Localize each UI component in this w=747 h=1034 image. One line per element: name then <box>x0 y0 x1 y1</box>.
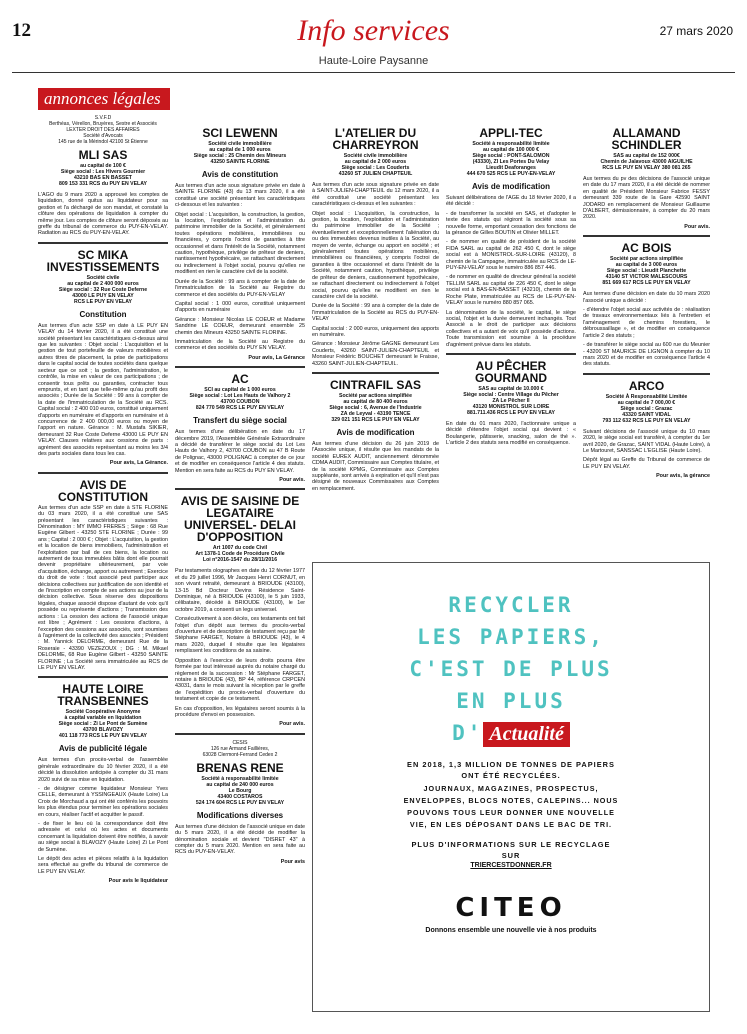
notice-company-details: Société À Responsabilité Limitée au capital de 7 000,00 € Siège social : Grazac 43320 SAINT VIDAL 793 112 632 RCS LE PUY EN VELAY <box>602 393 691 424</box>
notice-divider <box>175 488 305 490</box>
legal-notice <box>175 127 305 368</box>
notice-paragraph: Objet social : L'acquisition, la construction, la gestion, la location, l'exploitation et l'administration du patrimoine immobilier de la Société, et généralement toutes opérations mobilières, immobilières ou financières, y compris l'octroi de garanties à titre occasionnel et dans l'intérêt de la Société, notamment caution, hypothèque, privilège de prêteur de deniers, nantissement hypothécaire, se rattachant directement ou indirectement à l'objet social, pourvu qu'elles ne modifient en rien le caractère civil de la société. <box>175 211 305 276</box>
notice-title: AVIS DE SAISINE DE LEGATAIRE UNIVERSEL- DELAI D'OPPOSITION <box>180 494 300 545</box>
notice-paragraph: - d'étendre l'objet social aux activités de : réalisation de travaux environnementaux liés à l'entretien et l'aménagement de chemins forestiers, le débroussaillage », et de modifier en conséquence l'article 2 des statuts ; <box>583 307 710 339</box>
notice-paragraph: Gérance : Monsieur Nicolas LE COEUR et Madame Sandrine LE COEUR, demeurant ensemble 25 chemin des Mineurs 43250 SAINTE FLORINE. <box>175 316 305 336</box>
notice-company-details: au capital de 100 € Siège social : Les Hivers Gournier 43210 BAS EN BASSET 809 153 331 RCS du PUY EN VELAY <box>59 163 147 187</box>
notice-title: SC MIKA INVESTISSEMENTS <box>46 247 160 274</box>
notice-signature: Pour avis le liquidateur <box>108 878 168 885</box>
legal-notice <box>38 249 168 474</box>
notice-paragraph: Capital social : 2 000 euros, uniquement des apports en numéraire. <box>312 325 439 338</box>
column-1 <box>38 115 168 1030</box>
notice-paragraph: Aux termes d'une décision du 26 juin 2019 de l'Associée unique, il résulte que les mandats de la société EUREX AUDIT, anciennement dénommée CDMA AUDIT, Commissaire aux Comptes titulaire, et de la société KPMG, Commissaire aux Comptes suppléante, sont arrivés à expiration et qu'il n'est pas désigné de nouveaux Commissaires aux Comptes en remplacement. <box>312 440 439 492</box>
notice-paragraph: Aux termes d'une délibération en date du 17 décembre 2019, l'Assemblée Générale Extraordinaire a décidé de transférer le siège social du Lot Les Hauts de Valhory 2, 43700 COUBON au 47 B Route de Polignac, 43000 POLIGNAC à compter de ce jour et de modifier en conséquence l'article 4 des statuts. Mention en sera faite au RCS du PUY EN VELAY. <box>175 429 305 474</box>
legal-notice <box>446 360 576 447</box>
notice-divider <box>38 472 168 474</box>
notice-paragraph: Suivant délibérations de l'AGE du 18 février 2020, il a été décidé : <box>446 195 576 208</box>
notice-title: L'ATELIER DU CHARREYRON <box>332 126 419 152</box>
page-number: 12 <box>12 20 31 41</box>
notice-paragraph: Durée de la Société : 99 ans à compter de la date de l'immatriculation de la Société au Registre du commerce et des sociétés du PUY-EN-VELAY <box>175 278 305 298</box>
notice-title: MLI SAS <box>78 148 128 162</box>
header-rule <box>12 72 735 73</box>
notice-paragraph: Capital social : 1 000 euros, constitué uniquement d'apports en numéraire <box>175 300 305 314</box>
ad-tagline: Donnons ensemble une nouvelle vie à nos produits <box>425 927 597 934</box>
notice-paragraph: Dépôt légal au Greffe du Tribunal de commerce de LE PUY EN VELAY. <box>583 457 710 470</box>
legal-notice <box>583 242 710 374</box>
notice-paragraph: En date du 01 mars 2020, l'actionnaire unique a décidé d'étendre l'objet social qui devient : « Boulangerie, pâtisserie, snacking, salon de thé ». L'article 2 des statuts sera modifié en conséquence. <box>446 420 576 447</box>
publication-name: Haute-Loire Paysanne <box>318 55 429 67</box>
notice-paragraph: Aux termes d'un acte sous signature privée en date à SAINT-JULIEN-CHAPTEUIL du 12 mars 2020, il a été constitué une société présentant les caractéristiques ci-dessus et les suivantes : <box>312 182 439 208</box>
notice-company-details: Société civile au capital de 2 400 000 euros Siège social : 32 Rue Coste Deferne 43000 LE PUY EN VELAY RCS LE PUY EN VELAY <box>58 274 148 305</box>
issue-date: 27 mars 2020 <box>659 24 733 38</box>
column-3 <box>312 124 439 554</box>
notice-company-details: SCI au capital de 1 000 euros Siège social : Lot Les Hauts de Valhory 2 43700 COUBON 824 770 549 RCS LE PUY EN VELAY <box>189 387 291 412</box>
ad-headline-5 <box>313 717 709 749</box>
notice-paragraph: Opposition à l'exercice de leurs droits pourra être formée par tout intéressé auprès du notaire chargé du règlement de la succession : Mr Stéphane FARGET, notaire à BRIOUDE (43), BP 44, référence CRPCEN 43031, dans le mois suivant la réception par le greffe de l'expédition du procès-verbal d'ouverture du testament et copie de ce testament. <box>175 657 305 703</box>
section-title: Info services <box>297 14 450 47</box>
notice-title: ARCO <box>628 378 665 393</box>
notice-subtitle: Avis de constitution <box>201 170 279 179</box>
notice-company-details: Société civile immobilière au capital de 2 000 euros Siège social : Les Couderts 43260 ST JULIEN CHAPTEUIL <box>338 153 413 177</box>
notice-paragraph: - de désigner comme liquidateur Monsieur Yves CELLE, demeurant à YSSINGEAUX (Haute Loire) La Croix de Morchaud a qui ont été conférés les pouvoirs les plus étendus pour terminer les opérations sociales en cours, réaliser l'actif et acquitter le passif. <box>38 785 168 818</box>
notice-signature: Pour avis, La Gérance <box>248 354 305 361</box>
notice-subtitle: Avis de modification <box>472 182 550 191</box>
notice-subtitle: Transfert du siège social <box>193 416 287 426</box>
notice-divider <box>38 242 168 244</box>
ad-statistic: EN 2018, 1,3 MILLION DE TONNES DE PAPIERS ONT ÉTÉ RECYCLÉES. <box>407 760 615 780</box>
notice-paragraph: Aux termes d'une décision en date du 10 mars 2020 l'associé unique a décidé : <box>583 291 710 304</box>
notice-title: SCI LEWENN <box>202 126 278 140</box>
notice-subtitle: Avis de publicité légale <box>58 744 148 754</box>
legal-notice <box>38 479 168 679</box>
notice-paragraph: Aux termes d'un acte SSP en date à STE FLORINE du 03 mars 2020, il a été constitué une SAS présentant les caractéristiques suivantes : Dénomination : MY IMMO FRERES ; Siège : 68 Rue Eugène Gilbert - 43250 STE FLORINE ; Durée : 99 ans ; Capital : 2 000 € ; Objet : L'acquisition, la gestion et la location de biens immobiliers, l'administration et l'exploitation par bail de ces biens, la location ou autrement de tous immeubles bâtis dont elle pourrait devenir propriétaire ultérieurement, par voie d'acquisition, échange, apport ou autrement ; Exercice du droit de vote : tout associé peut participer aux décisions collectives sur justification de son identité et de l'inscription en compte de ses actions au jour de la décision collective. Sous réserve des dispositions légales, chaque associé dispose d'autant de voix qu'il possède ou représente d'actions ; Transmission des actions : La cession des actions de l'associé unique est libre ; Agrément : Les cessions d'actions, à l'exception des cessions aux associés, sont soumises à l'agrément de la collectivité des associés ; Président : M. Yannick DELORME, demeurant Rue de la Roseraie - 43390 VEZEZOUX ; DG : M. Mikael DELORME, 68 Rue Eugène Gilbert - 43250 SAINTE FLORINE ; La Société sera immatriculée au RCS de LE PUY EN VELAY. <box>38 504 168 671</box>
legal-notice <box>175 495 305 734</box>
notice-divider <box>446 353 576 355</box>
notice-company-details: SAS au capital de 152 000€ Chemin de Jalavoux 43000 AIGUILHE RCS LE PUY EN VELAY 380 081 265 <box>600 153 693 171</box>
notice-divider <box>175 366 305 368</box>
notice-paragraph: Gérance : Monsieur Jérôme GAGNE demeurant Les Couderts, 43260 SAINT-JULIEN-CHAPTEUIL et Monsieur Frédéric BOUCHET demeurant le Fraisse, 43260 SAINT-JULIEN-CHAPTEUIL. <box>312 341 439 367</box>
legal-notice <box>175 740 305 865</box>
notice-subtitle: Modifications diverses <box>196 810 284 820</box>
notice-divider <box>583 373 710 375</box>
ad-headline-1: RECYCLER <box>448 593 574 617</box>
notice-company-details: Art 1007 du code Civil Art 1378-1 Code de Procédure Civile Loi n°2016-1547 du 28/11/2016 <box>195 545 285 564</box>
notice-title: CINTRAFIL SAS <box>329 377 422 392</box>
ad-prefix: D' <box>452 721 484 745</box>
legal-notices-banner: annonces légales <box>38 88 170 110</box>
notice-paragraph: - de nommer en qualité de directeur général la société TELLIM SARL au capital de 226 450 €, dont le siège social est à BAS-EN-BASSET (43210), chemin de la Roche Plate, immatriculée au RCS de LE-PUY-EN-VELAY sous le numéro 880 857 065. <box>446 274 576 307</box>
notice-title: HAUTE LOIRE TRANSBENNES <box>57 682 149 709</box>
notice-paragraph: Aux termes d'un acte SSP en date à LE PUY EN VELAY du 14 février 2020, il a été constitué une société présentant les caractéristiques ci-dessus ainsi que les suivantes : Objet social : L'acquisition et la gestion de tout portefeuille de valeurs mobilières et autres titres de placement, la prise de participations dans le capital social de toutes sociétés dans quelque secteur que ce soit ; la gestion, l'administration, le contrôle, la mise en valeur de ces participations ; de consentir tous prêts ou garanties, contracter tous emprunts, et en tant que telle-même qu'au profit des associés ; Durée de la Société : 99 ans à compter de la date de l'immatriculation de la Société au RCS. Capital social : 2 400 010 euros, constitué uniquement d'apports en numéraire et d'apports en numéraire et à concurrence de 2 400 000,00 euros ou moyen de l'apport en nature. Gérance : M. Mustafa SIKIER, demeurant 32 Rue Coste Deferne 43000 LE PUY EN VELAY. Clauses relatives aux cessions de parts : agrément des associés représentant au moins les 3/4 des parts sociales dans tous les cas. <box>38 322 168 457</box>
notice-title: APPLI-TEC <box>479 126 543 140</box>
ad-url-link[interactable]: TRIERCESTDONNER.FR <box>470 862 552 869</box>
notice-paragraph: La dénomination de la société, le capital, le siège social, l'objet et la durée demeurent inchangés. Tout Associé a le droit de participer aux décisions collectives et a autant de voix qu'il possède d'actions. Toute transmission est soumise à la procédure d'agrément prévue dans les statuts. <box>446 309 576 348</box>
notice-company-details: Société par actions simplifiée au capital de 80 400 euros Siège social : 6, Avenue de l'Industrie ZA de Leyval - 43190 TENCE 329 021 151 RCS LE PUY EN VELAY <box>329 392 422 423</box>
notice-paragraph: - de fixer le lieu où la correspondance doit être adressée et celui où les actes et documents concernant la liquidation doivent être notifiés, à savoir au siège social à BLAVOZY (Haute Loire) Zi Le Pont de Sumène. <box>38 821 168 853</box>
notice-paragraph: Aux termes du pv des décisions de l'associé unique en date du 17 mars 2020, il a été décidé de nommer en qualité de Président Monsieur Fabrice FESSY demeurant 339 route de la Gare 42590 SAINT JODARD en remplacement de Monsieur Guillaume D'ALBERT, démissionnaire, à compter du 20 mars 2020. <box>583 176 710 221</box>
legal-notice <box>583 127 710 237</box>
column-2 <box>175 124 305 1014</box>
notice-paragraph: Immatriculation de la Société au Registre du commerce et des sociétés du PUY EN VELAY. <box>175 338 305 352</box>
notice-title: AC BOIS <box>621 241 672 256</box>
actualite-logo: Actualité <box>483 722 569 747</box>
notice-divider <box>583 235 710 237</box>
notice-company-details: Société civile immobilière au capital de 1 000 euros Siège social : 25 Chemin des Mineurs 43250 SAINTE FLORINE <box>193 141 287 165</box>
notice-paragraph: - de nommer en qualité de président de la société FIDA SARL au capital de 262 450 €, dont le siège social est à MONISTROL-SUR-LOIRE (43120), 8 chemin de la Campagne, immatriculée au RCS de LE-PUY-EN-VELAY sous le numéro 886 857 446. <box>446 239 576 272</box>
notice-company-details: Société Coopérative Anonyme à capital variable en liquidation Siège social : Zi Le Pont de Sumène 43700 BLAVOZY 401 118 773 RCS LE PUY EN VELAY <box>58 709 148 740</box>
notice-title: AC <box>231 372 249 387</box>
notice-subtitle: Avis de modification <box>336 427 415 437</box>
legal-notice <box>175 373 305 490</box>
notice-company-details: Société à responsabilité limitée au capital de 240 000 euros Le Bourg 43400 COSTAROS 524 174 604 RCS LE PUY EN VELAY <box>195 775 285 806</box>
notice-paragraph: Aux termes d'une décision de l'associé unique en date du 5 mars 2020, il a été décidé de modifier la dénomination sociale et devient "DISRET 43" à compter du 5 mars 2020. Mention en sera faite au RCS du PUY-EN-VELAY. <box>175 823 305 856</box>
notice-signature: Pour avis. <box>279 721 305 728</box>
legal-notice <box>583 380 710 480</box>
recycling-advertisement <box>312 562 710 1012</box>
notice-divider <box>175 733 305 735</box>
ad-headline-4: EN PLUS <box>456 689 566 713</box>
notice-paragraph: Suivant décisions de l'associé unique du 10 mars 2020, le siège social est transféré, à compter du 1er avril 2020, de Grazac, SAINT VIDAL (Haute Loire), à Le Martouret, SANSSAC L'EGLISE (Haute Loire). <box>583 428 710 454</box>
ad-message: JOURNAUX, MAGAZINES, PROSPECTUS, ENVELOPPES, BLOCS NOTES, CALEPINS... NOUS POUVONS TOUS LEUR DONNER UNE NOUVELLE VIE, EN LES DÉPOSANT DANS LE BAC DE TRI. <box>403 784 619 829</box>
notice-signature: Pour avis. <box>279 477 305 483</box>
legal-notice <box>312 379 439 492</box>
notice-subtitle: Constitution <box>79 309 127 319</box>
notice-paragraph: Aux termes d'un procès-verbal de l'assemblée générale extraordinaire du 10 février 2020, il a été décidé la dissolution anticipée à compter du 31 mars 2020 suivi de sa mise en liquidation. <box>38 757 168 783</box>
notice-paragraph: L'AGO du 9 mars 2020 a approuvé les comptes de liquidation, donné quitus au liquidateur pour sa gestion et l'a déchargé de son mandat, et constaté la clôture des opérations de liquidation à compter du même jour. Les comptes de clôture seront déposés au greffe du tribunal de commerce du PUY-EN-VELAY. Radiation au RCS du PUY-EN-VELAY. <box>38 192 168 237</box>
legal-notice <box>312 127 439 374</box>
notice-paragraph: En cas d'opposition, les légataires seront soumis à la procédure d'envoi en possession. <box>175 705 305 718</box>
notice-title: AU PÊCHER GOURMAND <box>475 358 547 385</box>
notice-divider <box>38 676 168 678</box>
ad-headline-2: LES PAPIERS, <box>417 625 605 649</box>
notice-title: AVIS DE CONSTITUTION <box>58 477 148 504</box>
citeo-logo: CITEO <box>455 893 567 923</box>
notice-paragraph: Par testaments olographes en date du 12 février 1977 et du 29 juillet 1996, Mr Jacques Henri CORNUT, en son vivant retraité, demeurant à BRIOUDE (43100), 13-15 Bd Docteur Devins Résidence Saint-Dominique, né à BRIOUDE (43100), le 5 juin 1933, célibataire, décédé à BRIOUDE (43100), le 1er octobre 2019, a consenti un legs universel. <box>175 568 305 613</box>
notice-signature: Pour avis <box>280 858 305 865</box>
notice-signature: Pour avis. <box>684 223 710 230</box>
column-5 <box>583 124 710 554</box>
notice-title: BRENAS RENE <box>196 760 284 775</box>
notice-company-details: Société par actions simplifiée au capital de 3 000 euros Siège social : Lieudit Planchette 43140 ST VICTOR MALESCOURS 851 669 617 RCS LE PUY EN VELAY <box>602 256 691 287</box>
ad-headline-3: C'EST DE PLUS <box>409 657 613 681</box>
column-4 <box>446 124 576 554</box>
notice-paragraph: Aux termes d'un acte sous signature privée en date à SAINTE FLORINE (43) du 13 mars 2020, il a été constitué une société présentant les caractéristiques ci-dessous et les suivantes : <box>175 183 305 209</box>
notice-logo: CESIS 126 rue Armand Faillières, 63028 Clermont-Ferrand Cedex 2 <box>202 739 278 758</box>
notice-paragraph: Objet social : L'acquisition, la construction, la gestion, la location, l'exploitation et l'administration du patrimoine immobilier de la Société ; éventuellement et exceptionnellement l'aliénation du ou des immeubles devenus inutiles à la Société, au moyen de vente, échange ou apport en société ; et généralement toutes opérations mobilières, immobilières ou financières, y compris l'octroi de garanties à titre occasionnel et dans l'intérêt de la Société, notamment caution, hypothèque, privilège de prêteur de deniers, cautionnement hypothécaire, se rattachant directement ou indirectement à l'objet social, pourvu qu'elles ne modifient en rien le caractère civil de la société. <box>312 210 439 300</box>
notice-paragraph: Consécutivement à son décès, ces testaments ont fait l'objet d'un dépôt aux termes du procès-verbal d'ouverture et de description de testament reçu par Mr Stéphane FARGET, Notaire à BRIOUDE (43), le 4 mars 2020, duquel il résulte que les légataires remplissent les conditions de sa saisine. <box>175 616 305 655</box>
notice-paragraph: Durée de la Société : 99 ans à compter de la date de l'immatriculation de la Société au RCS du PUY-EN-VELAY <box>312 303 439 323</box>
ad-info: PLUS D'INFORMATIONS SUR LE RECYCLAGE SUR <box>411 840 611 860</box>
notice-signature: Pour avis, la gérance <box>656 473 710 480</box>
notice-paragraph: - de transformer la société en SAS, et d'adopter le texte des statuts qui régiront la société sous sa nouvelle forme, emportant cessation des fonctions de la gérance de Gilles BOUTIN et Olivier MILLET. <box>446 210 576 237</box>
notice-logo: S.V.F.D Berthéas, Vérellon, Bruyères, Sestre et Associés LEXTER DROIT DES AFFAIRES Société d'Avocats 145 rue de la Mérindol 42100 St Étienne <box>49 115 157 145</box>
legal-notice <box>38 683 168 884</box>
notice-title: ALLAMAND SCHINDLER <box>611 126 682 152</box>
notice-company-details: Société à responsabilité limitée au capital de 100 000 € Siège social : PONT-SALOMON (43330), ZI Les Portes Du Velay Lieudit Deaforanges 444 670 525 RCS LE PUY-EN-VELAY <box>466 141 556 177</box>
notice-paragraph: Le dépôt des actes et pièces relatifs à la liquidation sera effectué au greffe du tribunal de commerce de LE PUY EN VELAY. <box>38 856 168 875</box>
notice-signature: Pour avis, La Gérance. <box>109 460 168 467</box>
legal-notice <box>38 115 168 244</box>
notice-paragraph: - de transférer le siège social au 600 rue du Meunier - 43200 ST MAURICE DE LIGNON à compter du 10 mars 2020 et de modifier en conséquence l'article 4 des statuts. <box>583 342 710 368</box>
legal-notice <box>446 127 576 355</box>
notice-divider <box>312 372 439 374</box>
notice-company-details: SAS au capital de 10.000 € Siège social : Centre Village du Pêcher ZA Le Pêcher II 43120 MONISTROL SUR LOIRE 881.711.436 RCS LE PUY EN VELAY <box>463 385 559 416</box>
